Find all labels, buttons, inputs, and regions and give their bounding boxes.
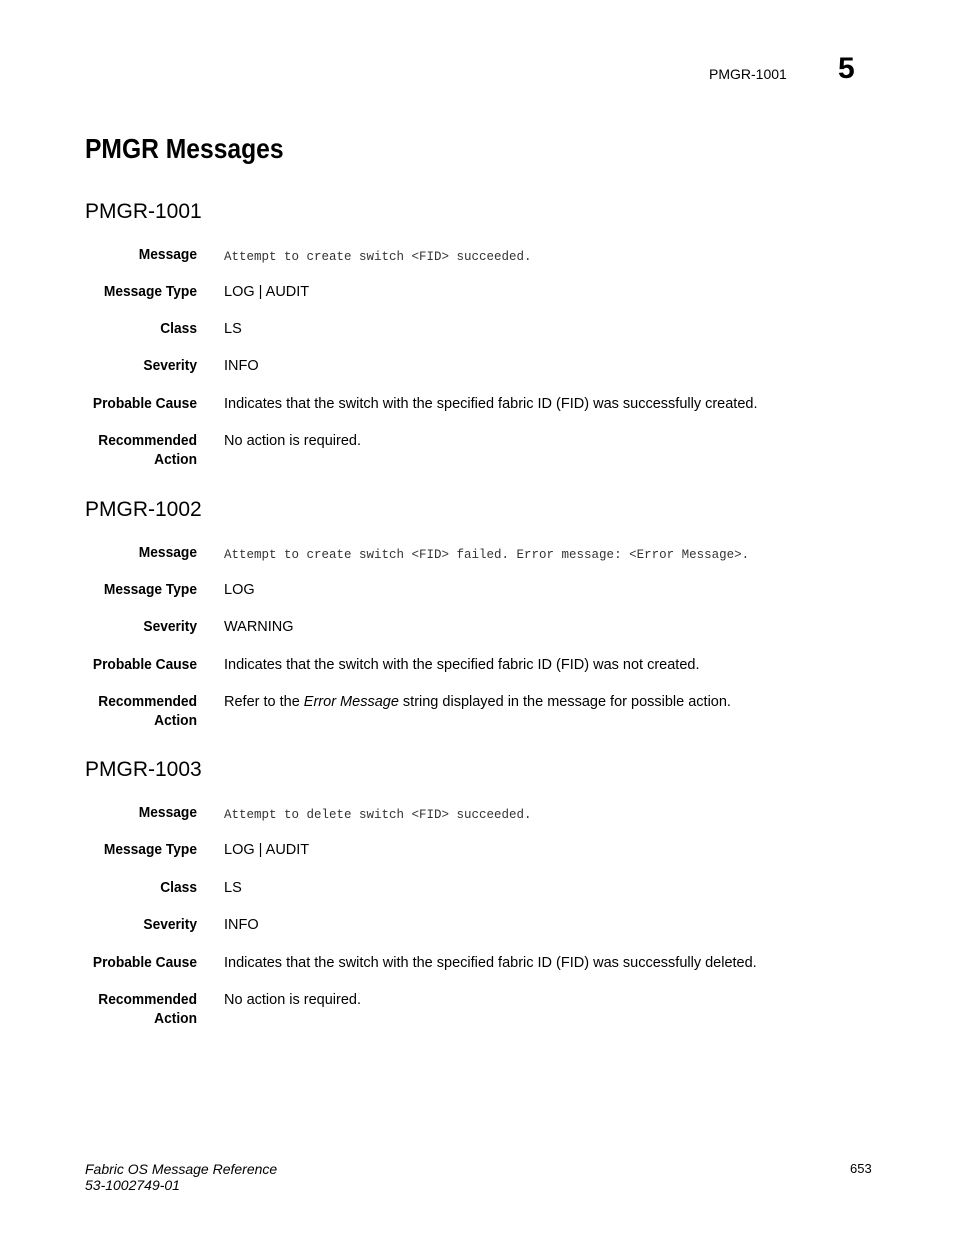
class-value: LS	[224, 321, 242, 337]
severity-value: INFO	[224, 358, 259, 374]
footer-book-title: Fabric OS Message Reference	[85, 1161, 278, 1177]
recommended-action-value	[224, 693, 731, 712]
message-type-value: LOG | AUDIT	[224, 284, 310, 300]
field-label: Probable Cause	[92, 657, 197, 673]
field-label: Message Type	[103, 842, 197, 858]
field-label: Message	[138, 247, 197, 263]
message-text: Attempt to create switch <FID> succeeded.	[224, 250, 532, 264]
field-label	[74, 432, 198, 470]
chapter-number: 5	[838, 52, 855, 85]
section-title: PMGR-1003	[85, 758, 202, 781]
field-label	[74, 991, 198, 1029]
message-type-value: LOG	[224, 582, 255, 598]
field-label: Probable Cause	[92, 396, 197, 412]
action-text-emphasis: Error Message	[303, 694, 399, 710]
footer-doc-number: 53-1002749-01	[85, 1177, 180, 1193]
field-label: Class	[160, 880, 197, 896]
field-label: Probable Cause	[92, 955, 197, 971]
field-label-line-1: Recommended	[98, 694, 197, 710]
field-label-line-1: Recommended	[98, 433, 197, 449]
section-title: PMGR-1001	[85, 200, 202, 223]
field-label: Message Type	[103, 284, 197, 300]
section-title: PMGR-1002	[85, 498, 202, 521]
recommended-action-value: No action is required.	[224, 433, 362, 449]
recommended-action-value: No action is required.	[224, 992, 362, 1008]
running-header-ref: PMGR-1001	[709, 66, 787, 82]
field-label	[74, 693, 198, 731]
field-label: Message	[138, 545, 197, 561]
severity-value: INFO	[224, 917, 259, 933]
probable-cause-value: Indicates that the switch with the specified fabric ID (FID) was not created.	[224, 657, 700, 673]
field-label-line-2: Action	[154, 713, 197, 729]
field-label: Message	[138, 805, 197, 821]
page-title: PMGR Messages	[85, 133, 284, 164]
message-text: Attempt to delete switch <FID> succeeded.	[224, 808, 532, 822]
message-text: Attempt to create switch <FID> failed. Error message: <Error Message>.	[224, 548, 750, 562]
field-label: Severity	[143, 619, 197, 635]
footer-page-number: 653	[850, 1161, 872, 1176]
field-label: Severity	[143, 358, 197, 374]
field-label-line-2: Action	[154, 452, 197, 468]
probable-cause-value: Indicates that the switch with the specified fabric ID (FID) was successfully created.	[224, 396, 758, 412]
field-label: Severity	[143, 917, 197, 933]
field-label-line-1: Recommended	[98, 992, 197, 1008]
field-label-line-2: Action	[154, 1011, 197, 1027]
message-type-value: LOG | AUDIT	[224, 842, 310, 858]
class-value: LS	[224, 880, 242, 896]
probable-cause-value: Indicates that the switch with the specified fabric ID (FID) was successfully deleted.	[224, 955, 757, 971]
field-label: Class	[160, 321, 197, 337]
action-text-prefix: Refer to the	[224, 694, 304, 710]
field-label: Message Type	[103, 582, 197, 598]
severity-value: WARNING	[224, 619, 294, 635]
action-text-suffix: string displayed in the message for possible action.	[398, 694, 731, 710]
